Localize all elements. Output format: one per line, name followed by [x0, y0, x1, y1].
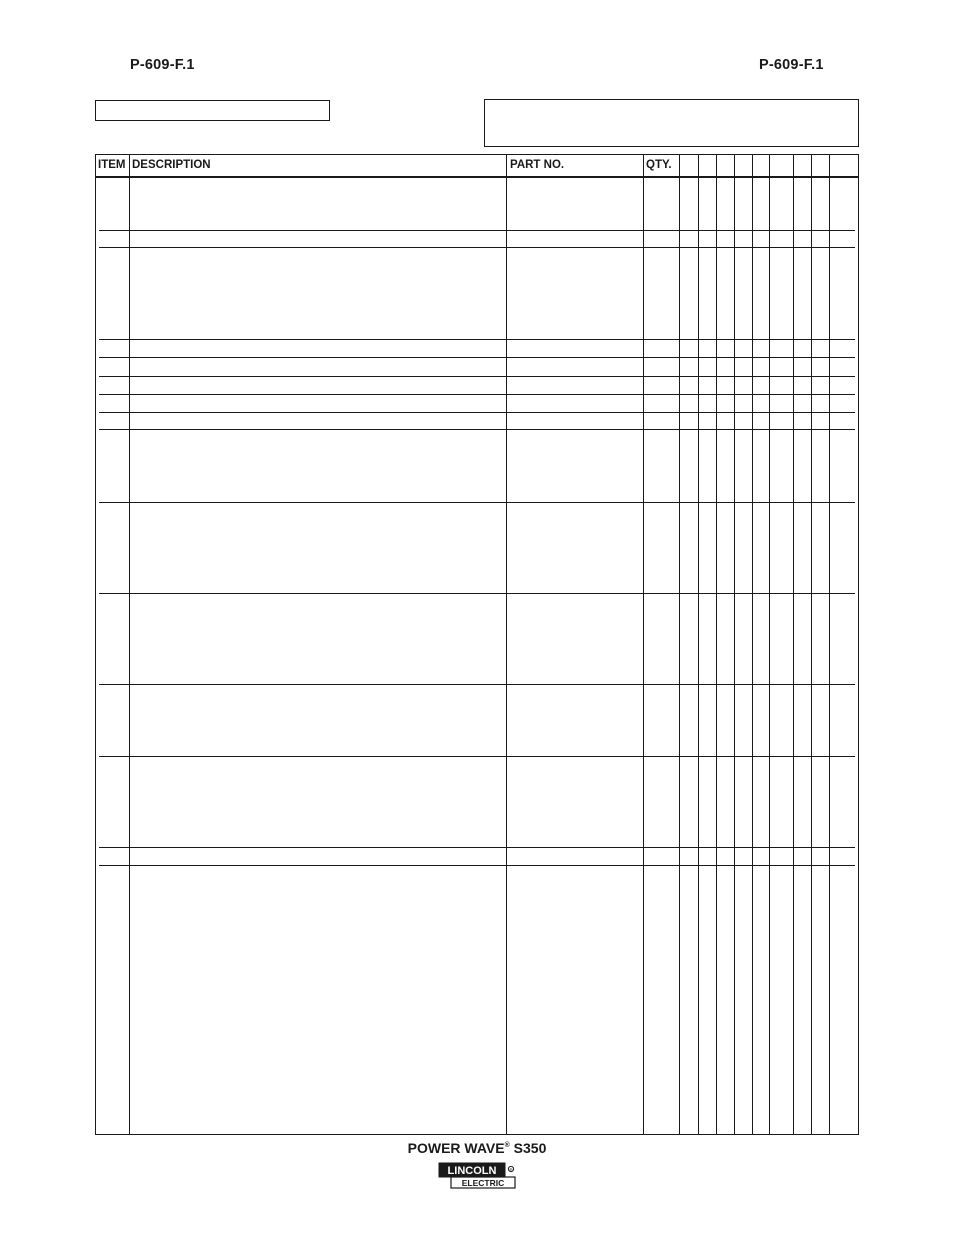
col-divider-check-8 [829, 155, 830, 1134]
row-divider [99, 865, 855, 866]
col-divider-check-2 [716, 155, 717, 1134]
row-divider [99, 247, 855, 248]
col-divider-partno [643, 155, 644, 1134]
product-title [0, 1140, 954, 1156]
row-divider [99, 847, 855, 848]
page-code-right: P-609-F.1 [759, 57, 824, 73]
page-code-left: P-609-F.1 [130, 57, 195, 73]
logo-lincoln-text: LINCOLN [447, 1165, 497, 1177]
row-divider [99, 684, 855, 685]
col-divider-item [129, 155, 130, 1134]
row-divider [99, 756, 855, 757]
parts-table [95, 154, 859, 1135]
row-divider [99, 412, 855, 413]
col-header-qty: QTY. [646, 159, 672, 171]
info-box [484, 99, 859, 147]
col-divider-qty [679, 155, 680, 1134]
row-divider [99, 593, 855, 594]
col-divider-check-3 [734, 155, 735, 1134]
title-box [95, 100, 330, 121]
col-divider-check-5 [769, 155, 770, 1134]
col-divider-check-4 [752, 155, 753, 1134]
product-model: S350 [513, 1140, 547, 1156]
row-divider [99, 429, 855, 430]
logo-electric-text: ELECTRIC [461, 1178, 505, 1188]
row-divider [99, 394, 855, 395]
col-divider-check-7 [811, 155, 812, 1134]
lincoln-electric-logo [438, 1162, 518, 1190]
col-divider-check-6 [793, 155, 794, 1134]
header-rule [96, 176, 858, 178]
col-divider-description [506, 155, 507, 1134]
row-divider [99, 230, 855, 231]
col-header-description: DESCRIPTION [132, 159, 211, 171]
row-divider [99, 376, 855, 377]
row-divider [99, 339, 855, 340]
col-header-part-no: PART NO. [510, 159, 565, 171]
row-divider [99, 357, 855, 358]
row-divider [99, 502, 855, 503]
logo-registered-mark: ® [509, 1167, 513, 1172]
product-name: POWER WAVE [407, 1140, 505, 1156]
col-divider-check-1 [698, 155, 699, 1134]
col-header-item: ITEM [98, 159, 126, 171]
registered-mark: ® [504, 1142, 510, 1149]
